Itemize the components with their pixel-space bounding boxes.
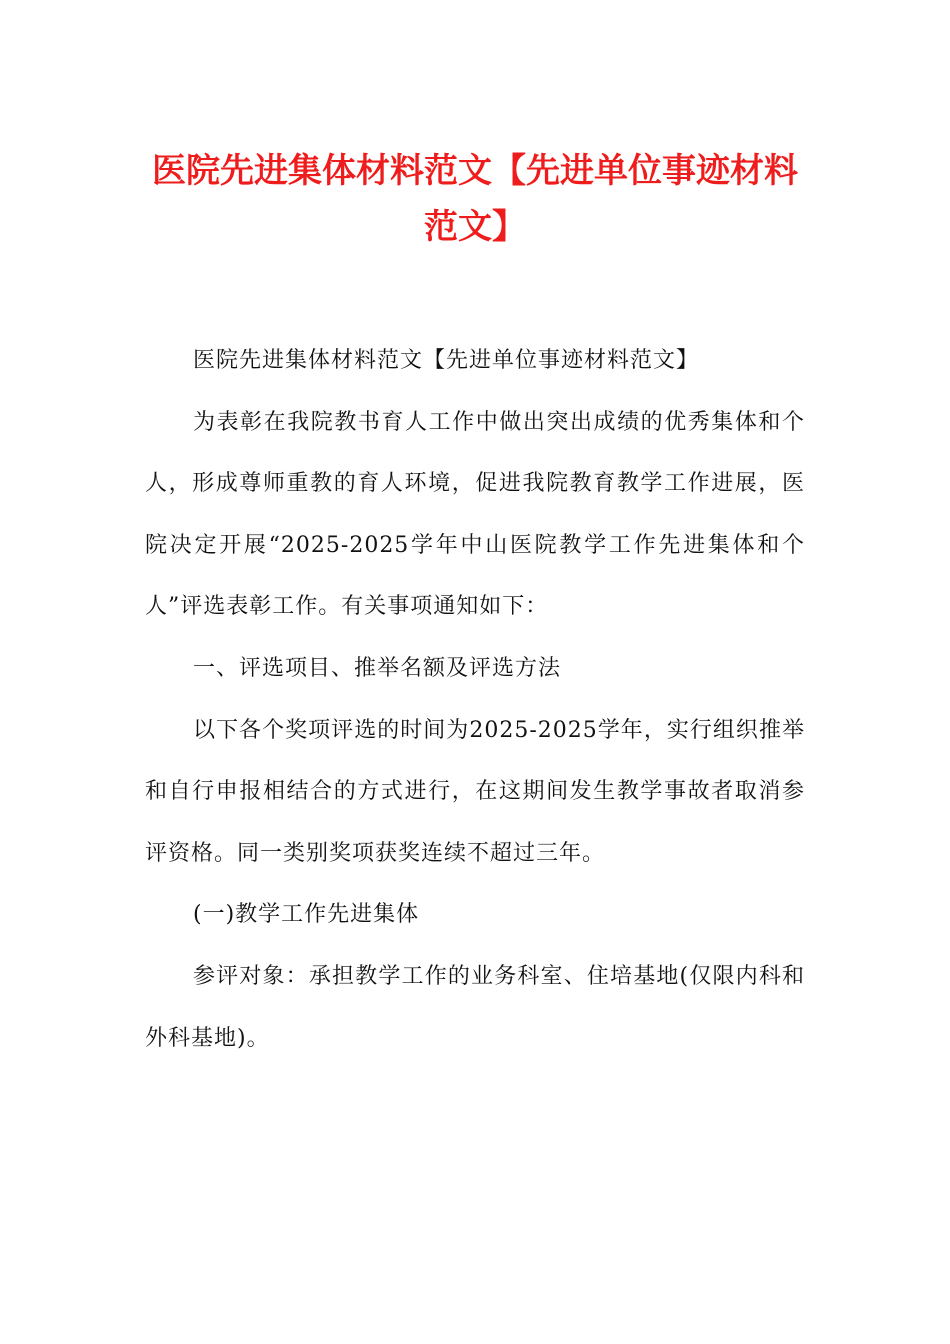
paragraph-eligibility: 参评对象：承担教学工作的业务科室、住培基地(仅限内科和外科基地)。 — [145, 963, 805, 1051]
paragraph-evaluation-time: 以下各个奖项评选的时间为2025-2025学年，实行组织推举和自行申报相结合的方式进行，在这期间发生教学事故者取消参评资格。同一类别奖项获奖连续不超过三年。 — [145, 717, 805, 866]
subsection-heading-1: (一)教学工作先进集体 — [193, 902, 420, 928]
section-heading-1: 一、评选项目、推举名额及评选方法 — [193, 655, 562, 681]
paragraph-intro: 为表彰在我院教书育人工作中做出突出成绩的优秀集体和个人，形成尊师重教的育人环境，促进我院教育教学工作进展，医院决定开展“2025-2025学年中山医院教学工作先进集体和个人”评选表彰工作。有关事项通知如下： — [145, 409, 805, 620]
document-title: 医院先进集体材料范文【先进单位事迹材料范文】 — [152, 151, 798, 247]
paragraph-heading-repeat: 医院先进集体材料范文【先进单位事迹材料范文】 — [193, 348, 700, 373]
document-body — [145, 330, 805, 1069]
